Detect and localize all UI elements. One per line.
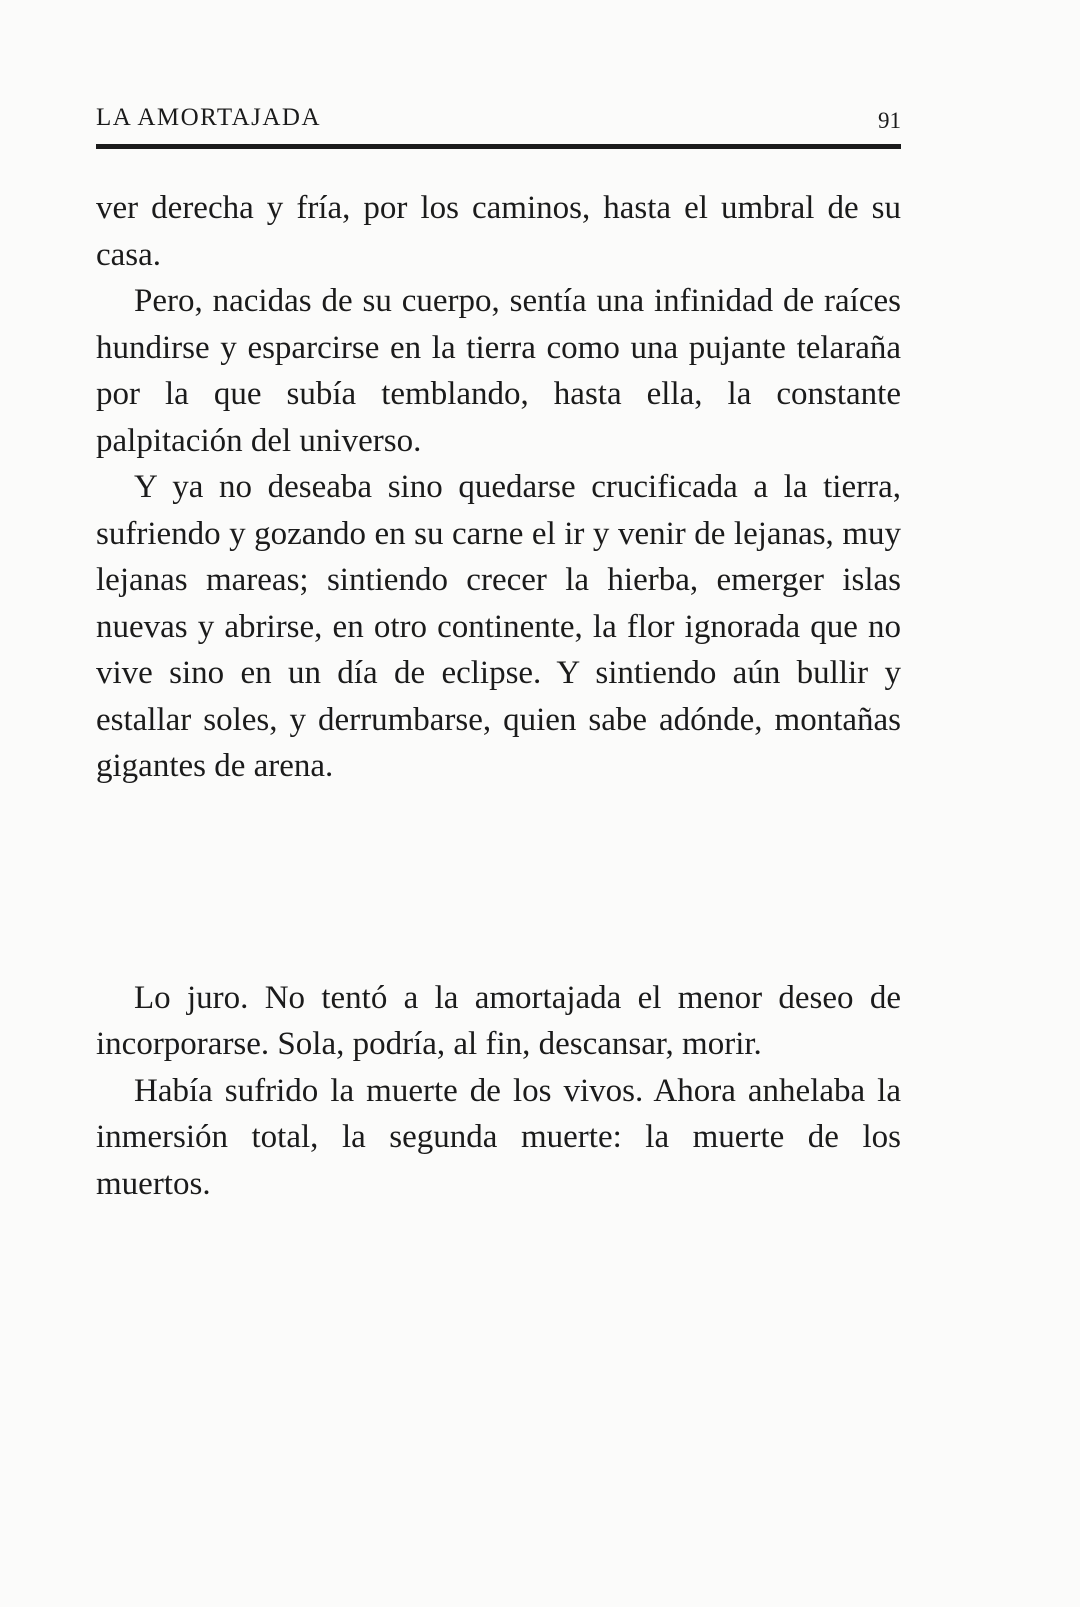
section-break	[96, 790, 901, 975]
paragraph-continuation: ver derecha y fría, por los caminos, hasta el umbral de su casa.	[96, 190, 901, 273]
running-header	[96, 100, 901, 149]
book-page	[96, 100, 901, 1207]
paragraph: Y ya no deseaba sino quedarse crucificada a la tierra, sufriendo y gozando en su carne el ir y venir de lejanas, muy lejanas mareas; sintiendo crecer la hierba, emerger islas nuevas y abrirse, en otro continente, la flor ignorada que no vive sino en un día de eclipse. Y sintiendo aún bullir y estallar soles, y derrumbarse, quien sabe adónde, montañas gigantes de arena.	[96, 469, 901, 784]
paragraph: Pero, nacidas de su cuerpo, sentía una infinidad de raíces hundirse y esparcirse en la tierra como una pujante telaraña por la que subía temblando, hasta ella, la constante palpitación del universo.	[96, 283, 901, 459]
body-text	[96, 185, 901, 1207]
paragraph: Había sufrido la muerte de los vivos. Ahora anhelaba la inmersión total, la segunda muerte: la muerte de los muertos.	[96, 1072, 901, 1202]
paragraph: Lo juro. No tentó a la amortajada el menor deseo de incorporarse. Sola, podría, al fin, descansar, morir.	[96, 979, 901, 1062]
page-number: 91	[878, 108, 901, 133]
running-title: LA AMORTAJADA	[96, 104, 322, 131]
